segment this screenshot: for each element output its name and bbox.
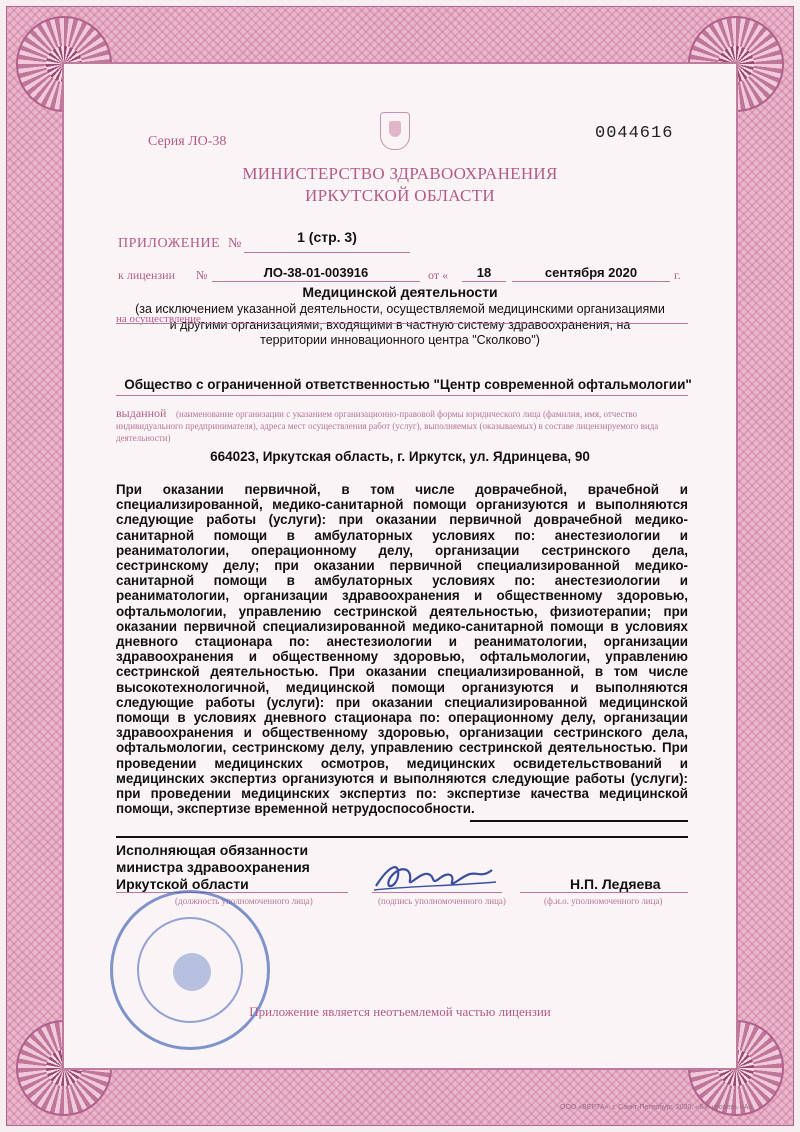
license-label: к лицензии <box>118 268 175 282</box>
series-label: Серия ЛО-38 <box>148 134 227 149</box>
organization-underline <box>116 395 688 396</box>
license-month-year: сентября 2020 <box>544 265 638 280</box>
coat-of-arms-emblem-icon <box>380 112 410 150</box>
license-number-sign: № <box>196 268 208 282</box>
signatory-name: Н.П. Ледяева <box>570 876 661 892</box>
ministry-title-line1: МИНИСТЕРСТВО ЗДРАВООХРАНЕНИЯ <box>242 164 558 183</box>
name-caption: (ф.и.о. уполномоченного лица) <box>544 896 663 906</box>
services-end-line <box>470 820 688 822</box>
issued-label: выданной <box>116 406 167 420</box>
issued-note-line1: (наименование организации с указанием организационно-правовой формы юридического лица (фамилия, имя, отчество <box>176 409 638 419</box>
signature-underline <box>372 892 502 893</box>
ministry-title-line2: ИРКУТСКОЙ ОБЛАСТИ <box>305 186 495 205</box>
appendix-underline <box>244 252 410 253</box>
printer-mark: ООО «ВЕРТА», г. Санкт-Петербург, 2020, «Б», уровень «А» <box>560 1104 753 1111</box>
issued-note-line2: индивидуального предпринимателя), адреса мест осуществления работ (услуг), выполняемых (оказываемых) в составе лицензируемого вида <box>116 421 659 431</box>
license-day: 18 <box>476 265 492 280</box>
appendix-number-sign: № <box>228 236 242 251</box>
activity-underprint: на осуществление <box>116 313 201 325</box>
license-year-suffix: г. <box>674 268 681 282</box>
license-date-underline <box>512 281 670 282</box>
appendix-label: ПРИЛОЖЕНИЕ <box>118 236 221 251</box>
activity-description <box>96 302 704 349</box>
name-underline <box>520 892 688 893</box>
services-description: При оказании первичной, в том числе доврачебной, врачебной и специализированной, медико-санитарной помощи организуются и выполняются следующие работы (услуги): при оказании первичной доврачебной медико-санитарной помощи в амбулаторных условиях по: анестезиологии и реаниматологии, операционному делу, организации сестринского дела, сестринскому делу; при оказании первичной специализированной медико-санитарной помощи в амбулаторных условиях по: анестезиологии и реаниматологии, организации здравоохранения и общественному здоровью, офтальмологии, управлению сестринской деятельностью, физиотерапии; при оказании первичной специализированной медико-санитарной помощи в условиях дневного стационара по: анестезиологии и реаниматологии, организации здравоохранения и общественному здоровью, офтальмологии, управлению сестринской деятельностью. При оказании специализированной, в том числе высокотехнологичной, медицинской помощи организуются и выполняются следующие работы (услуги): при оказании специализированной медицинской помощи в условиях дневного стационара по: операционному делу, организации здравоохранения и общественному здоровью, организации сестринского дела, офтальмологии, сестринскому делу, управлению сестринской деятельностью. При проведении медицинских осмотров, медицинских освидетельствований и медицинских экспертиз организуются и выполняются следующие работы (услуги): при проведении медицинских экспертиз по: экспертизе качества медицинской помощи, экспертизе временной нетрудоспособности. <box>116 482 688 817</box>
activity-line3: территории инновационного центра "Сколково") <box>260 333 540 347</box>
organization-address: 664023, Иркутская область, г. Иркутск, ул. Ядринцева, 90 <box>210 449 590 464</box>
organization-name: Общество с ограниченной ответственностью "Центр современной офтальмологии" <box>124 377 692 392</box>
issued-note-line3: деятельности) <box>116 433 171 443</box>
position-caption: (должность уполномоченного лица) <box>175 896 313 906</box>
signatory-line2: министра здравоохранения <box>116 859 310 875</box>
license-from-label: от « <box>428 268 449 282</box>
signature-section-divider <box>116 836 688 838</box>
footer-note: Приложение является неотъемлемой частью лицензии <box>249 1004 551 1019</box>
license-number: ЛО-38-01-003916 <box>263 265 369 280</box>
license-number-underline <box>212 281 420 282</box>
official-seal-stamp-icon <box>110 890 270 1050</box>
document-number: 0044616 <box>595 124 674 143</box>
signatory-line3: Иркутской области <box>116 876 249 892</box>
position-underline <box>116 892 348 893</box>
activity-title: Медицинской деятельности <box>302 284 498 300</box>
signature-caption: (подпись уполномоченного лица) <box>378 896 506 906</box>
activity-line2: и другими организациями, входящими в частную систему здравоохранения, на <box>169 317 631 332</box>
appendix-value: 1 (стр. 3) <box>297 229 357 245</box>
handwritten-signature <box>370 856 500 896</box>
signatory-line1: Исполняющая обязанности <box>116 842 309 858</box>
license-day-underline <box>462 281 506 282</box>
activity-underline <box>116 323 688 324</box>
signatory-position <box>116 842 310 893</box>
activity-line1: (за исключением указанной деятельности, осуществляемой медицинскими организациями <box>135 302 665 316</box>
